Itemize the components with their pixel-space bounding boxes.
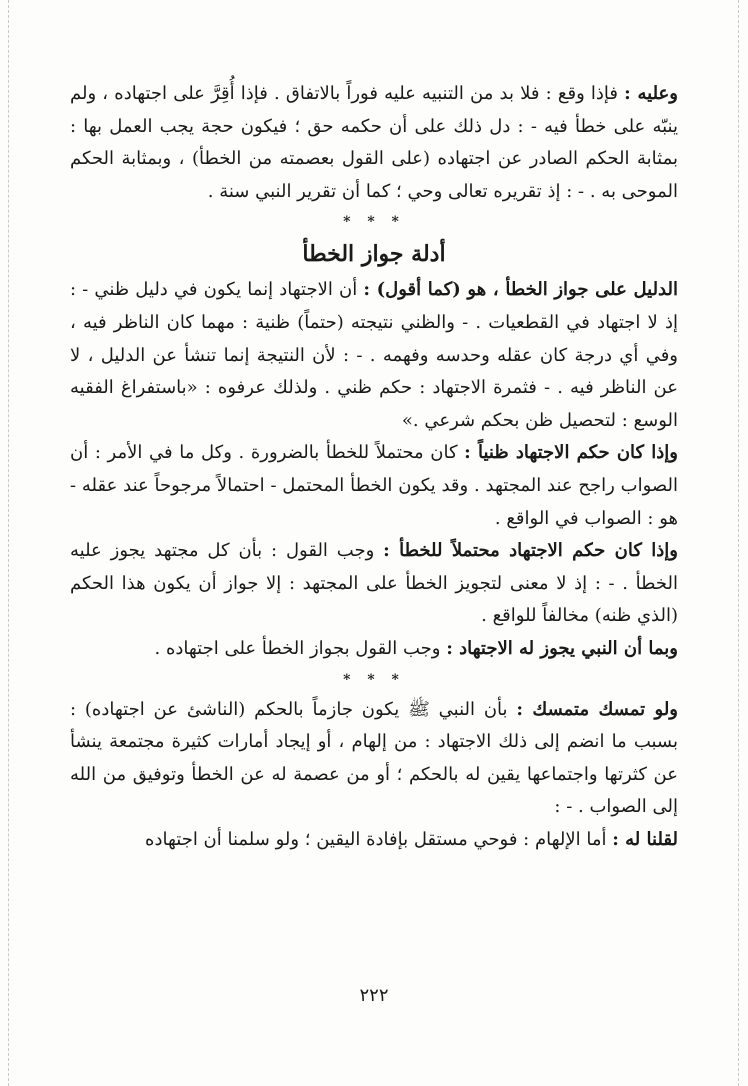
paragraph-objection <box>70 694 678 824</box>
paragraph-lead: لقلنا له : <box>612 828 678 850</box>
section-heading: أدلة جواز الخطأ <box>302 241 446 268</box>
paragraph-prophet-ijtihad <box>70 633 678 666</box>
paragraph-text: أن الاجتهاد إنما يكون في دليل ظني - : إذ لا اجتهاد في القطعيات . - والظني نتيجته (حتماً) ظنية : مهما كان الناظر فيه ، وفي أي درجة كان عقله وحدسه وفهمه . - : لأن النتيجة إنما تنشأ عن الدليل ، لا عن الناظر فيه . - فثمرة الاجتهاد : حكم ظني . ولذلك عرفوه : «باستفراغ الفقيه الوسع : لتحصيل ظن بحكم شرعي .» <box>70 279 678 431</box>
paragraph-text: وجب القول : بأن كل مجتهد يجوز عليه الخطأ . - : إذ لا معنى لتجويز الخطأ على المجتهد : إلا جواز أن يكون هذا الحكم (الذي ظنه) مخالفاً للواقع . <box>70 540 678 627</box>
paragraph-text: فإذا وقع : فلا بد من التنبيه عليه فوراً بالاتفاق . فإذا أُقِرَّ على اجتهاده ، ولم ينبّه على خطأ فيه - : دل ذلك على أن حكمه حق ؛ فيكون حجة يجب العمل بها : بمثابة الحكم الصادر عن اجتهاده (على القول بعصمته من الخطأ) ، وبمثابة الحكم الموحى به . - : إذ تقريره تعالى وحي ؛ كما أن تقرير النبي سنة . <box>70 83 678 202</box>
section-separator: * * * <box>343 214 405 231</box>
paragraph-text: وجب القول بجواز الخطأ على اجتهاده . <box>154 637 447 659</box>
paragraph-possible-error <box>70 535 678 633</box>
paragraph-lead: الدليل على جواز الخطأ ، هو (كما أقول) : <box>363 279 678 301</box>
paragraph-evidence <box>70 274 678 437</box>
paragraph-lead: وإذا كان حكم الاجتهاد محتملاً للخطأ : <box>383 540 678 562</box>
paragraph-reply <box>70 824 678 857</box>
paragraph-lead: وإذا كان حكم الاجتهاد ظنياً : <box>464 442 678 464</box>
scan-edge-left <box>8 0 10 1086</box>
paragraph-text: بأن النبي ﷺ يكون جازماً بالحكم (الناشئ عن اجتهاده) : بسبب ما انضم إلى ذلك الاجتهاد : من إلهام ، أو إيجاد أمارات كثيرة مجتمعة ينشأ عن كثرتها واجتماعها يقين له بالحكم ؛ أو من عصمة له عن الخطأ وتوفيق من الله إلى الصواب . - : <box>70 698 678 818</box>
paragraph-speculative-ruling <box>70 437 678 535</box>
page-number: ٢٢٢ <box>359 985 389 1006</box>
paragraph-lead: ولو تمسك متمسك : <box>516 698 678 720</box>
body-text <box>70 78 678 856</box>
paragraph-conclusion <box>70 78 678 208</box>
paragraph-text: كان محتملاً للخطأ بالضرورة . وكل ما في الأمر : أن الصواب راجح عند المجتهد . وقد يكون الخطأ المحتمل - احتمالاً مرجوحاً عند عقله - هو : الصواب في الواقع . <box>70 442 678 529</box>
paragraph-lead: وبما أن النبي يجوز له الاجتهاد : <box>446 637 678 659</box>
scan-edge-right <box>738 0 740 1086</box>
paragraph-text: أما الإلهام : فوحي مستقل بإفادة اليقين ؛ ولو سلمنا أن اجتهاده <box>145 828 613 850</box>
section-separator: * * * <box>343 671 405 688</box>
paragraph-lead: وعليه : <box>624 83 678 104</box>
